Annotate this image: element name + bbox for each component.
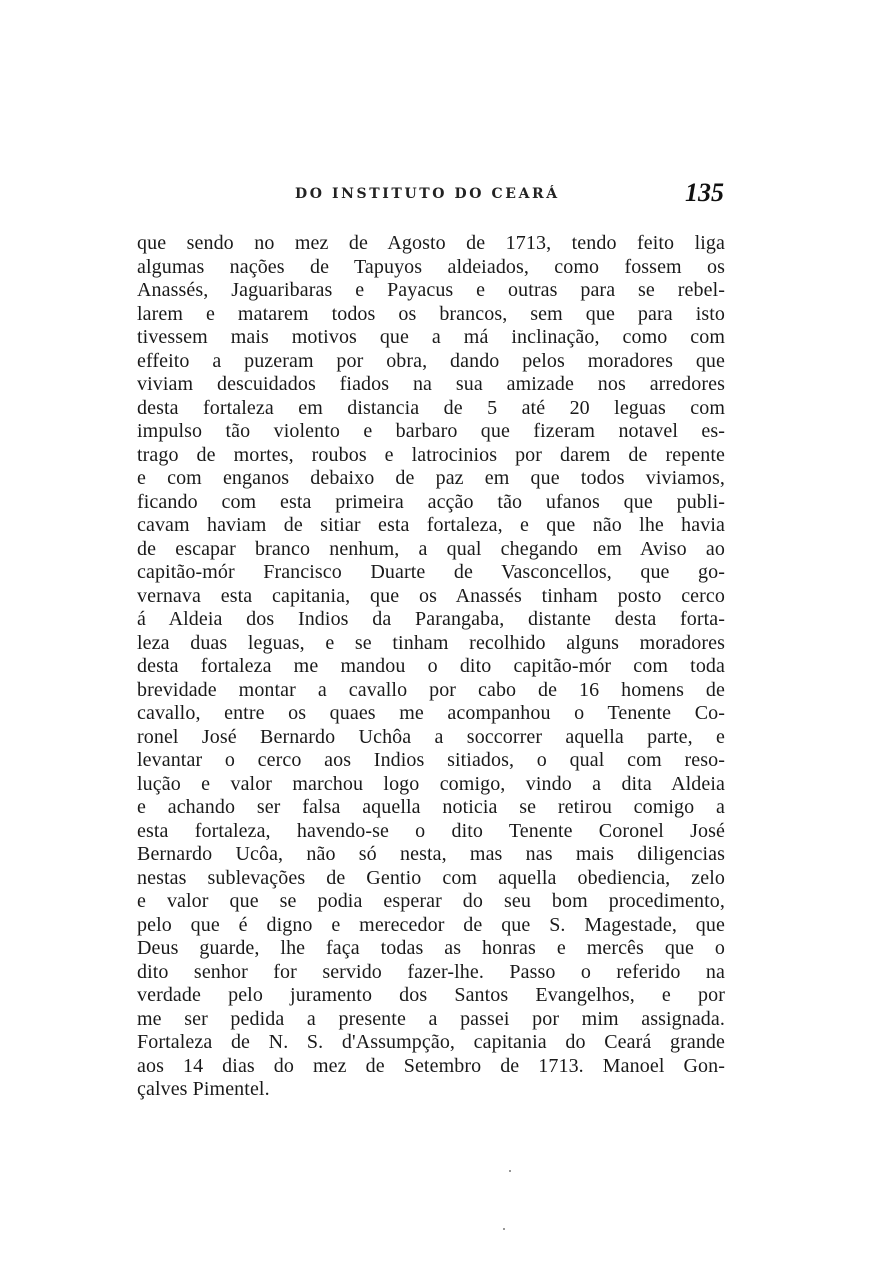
- text-line: impulso tão violento e barbaro que fizeram notavel es-: [137, 420, 725, 442]
- text-line: cavam haviam de sitiar esta fortaleza, e que não lhe havia: [137, 514, 725, 536]
- text-line: pelo que é digno e merecedor de que S. Magestade, que: [137, 913, 725, 936]
- text-line: leza duas leguas, e se tinham recolhido alguns moradores: [137, 631, 725, 654]
- text-line: á Aldeia dos Indios da Parangaba, distante desta forta-: [137, 608, 725, 630]
- text-line: vernava esta capitania, que os Anassés tinham posto cerco: [137, 584, 725, 607]
- text-line: larem e matarem todos os brancos, sem que para isto: [137, 302, 725, 325]
- text-line: çalves Pimentel.: [137, 1078, 270, 1100]
- text-line: viviam descuidados fiados na sua amizade nos arredores: [137, 373, 725, 395]
- text-line: effeito a puzeram por obra, dando pelos moradores que: [137, 349, 725, 372]
- text-line: algumas nações de Tapuyos aldeiados, como fossem os: [137, 255, 725, 278]
- text-line: levantar o cerco aos Indios sitiados, o qual com reso-: [137, 749, 725, 771]
- text-line: desta fortaleza me mandou o dito capitão-mór com toda: [137, 655, 725, 677]
- text-line: ronel José Bernardo Uchôa a soccorrer aquella parte, e: [137, 725, 725, 748]
- scan-speck: [503, 1228, 505, 1230]
- text-line: desta fortaleza em distancia de 5 até 20 leguas com: [137, 396, 725, 419]
- text-line: lução e valor marchou logo comigo, vindo a dita Aldeia: [137, 772, 725, 795]
- text-line: Deus guarde, lhe faça todas as honras e mercês que o: [137, 937, 725, 959]
- page-number: 135: [685, 178, 724, 207]
- text-line: Anassés, Jaguaribaras e Payacus e outras para se rebel-: [137, 279, 725, 301]
- text-line: e valor que se podia esperar do seu bom procedimento,: [137, 890, 725, 912]
- scan-speck: [509, 1170, 511, 1172]
- running-title: DO INSTITUTO DO CEARÁ: [295, 186, 560, 202]
- text-line: verdade pelo juramento dos Santos Evangelhos, e por: [137, 984, 725, 1006]
- text-line: trago de mortes, roubos e latrocinios por darem de repente: [137, 443, 725, 466]
- text-line: capitão-mór Francisco Duarte de Vasconcellos, que go-: [137, 561, 725, 583]
- text-line: e achando ser falsa aquella noticia se retirou comigo a: [137, 796, 725, 818]
- text-line: que sendo no mez de Agosto de 1713, tendo feito liga: [137, 232, 725, 254]
- text-line: tivessem mais motivos que a má inclinação, como com: [137, 326, 725, 348]
- text-line: Fortaleza de N. S. d'Assumpção, capitania do Ceará grande: [137, 1031, 725, 1053]
- text-line: brevidade montar a cavallo por cabo de 16 homens de: [137, 678, 725, 701]
- text-line: me ser pedida a presente a passei por mim assignada.: [137, 1007, 725, 1030]
- text-line: aos 14 dias do mez de Setembro de 1713. Manoel Gon-: [137, 1054, 725, 1077]
- text-line: e com enganos debaixo de paz em que todos viviamos,: [137, 467, 725, 489]
- text-line: de escapar branco nenhum, a qual chegando em Aviso ao: [137, 537, 725, 560]
- body-text: [137, 232, 725, 1102]
- text-line: nestas sublevações de Gentio com aquella obediencia, zelo: [137, 866, 725, 889]
- text-line: dito senhor for servido fazer-lhe. Passo o referido na: [137, 960, 725, 983]
- text-line: Bernardo Ucôa, não só nesta, mas nas mais diligencias: [137, 843, 725, 865]
- text-line: ficando com esta primeira acção tão ufanos que publi-: [137, 490, 725, 513]
- text-line: cavallo, entre os quaes me acompanhou o Tenente Co-: [137, 702, 725, 724]
- text-line: esta fortaleza, havendo-se o dito Tenente Coronel José: [137, 819, 725, 842]
